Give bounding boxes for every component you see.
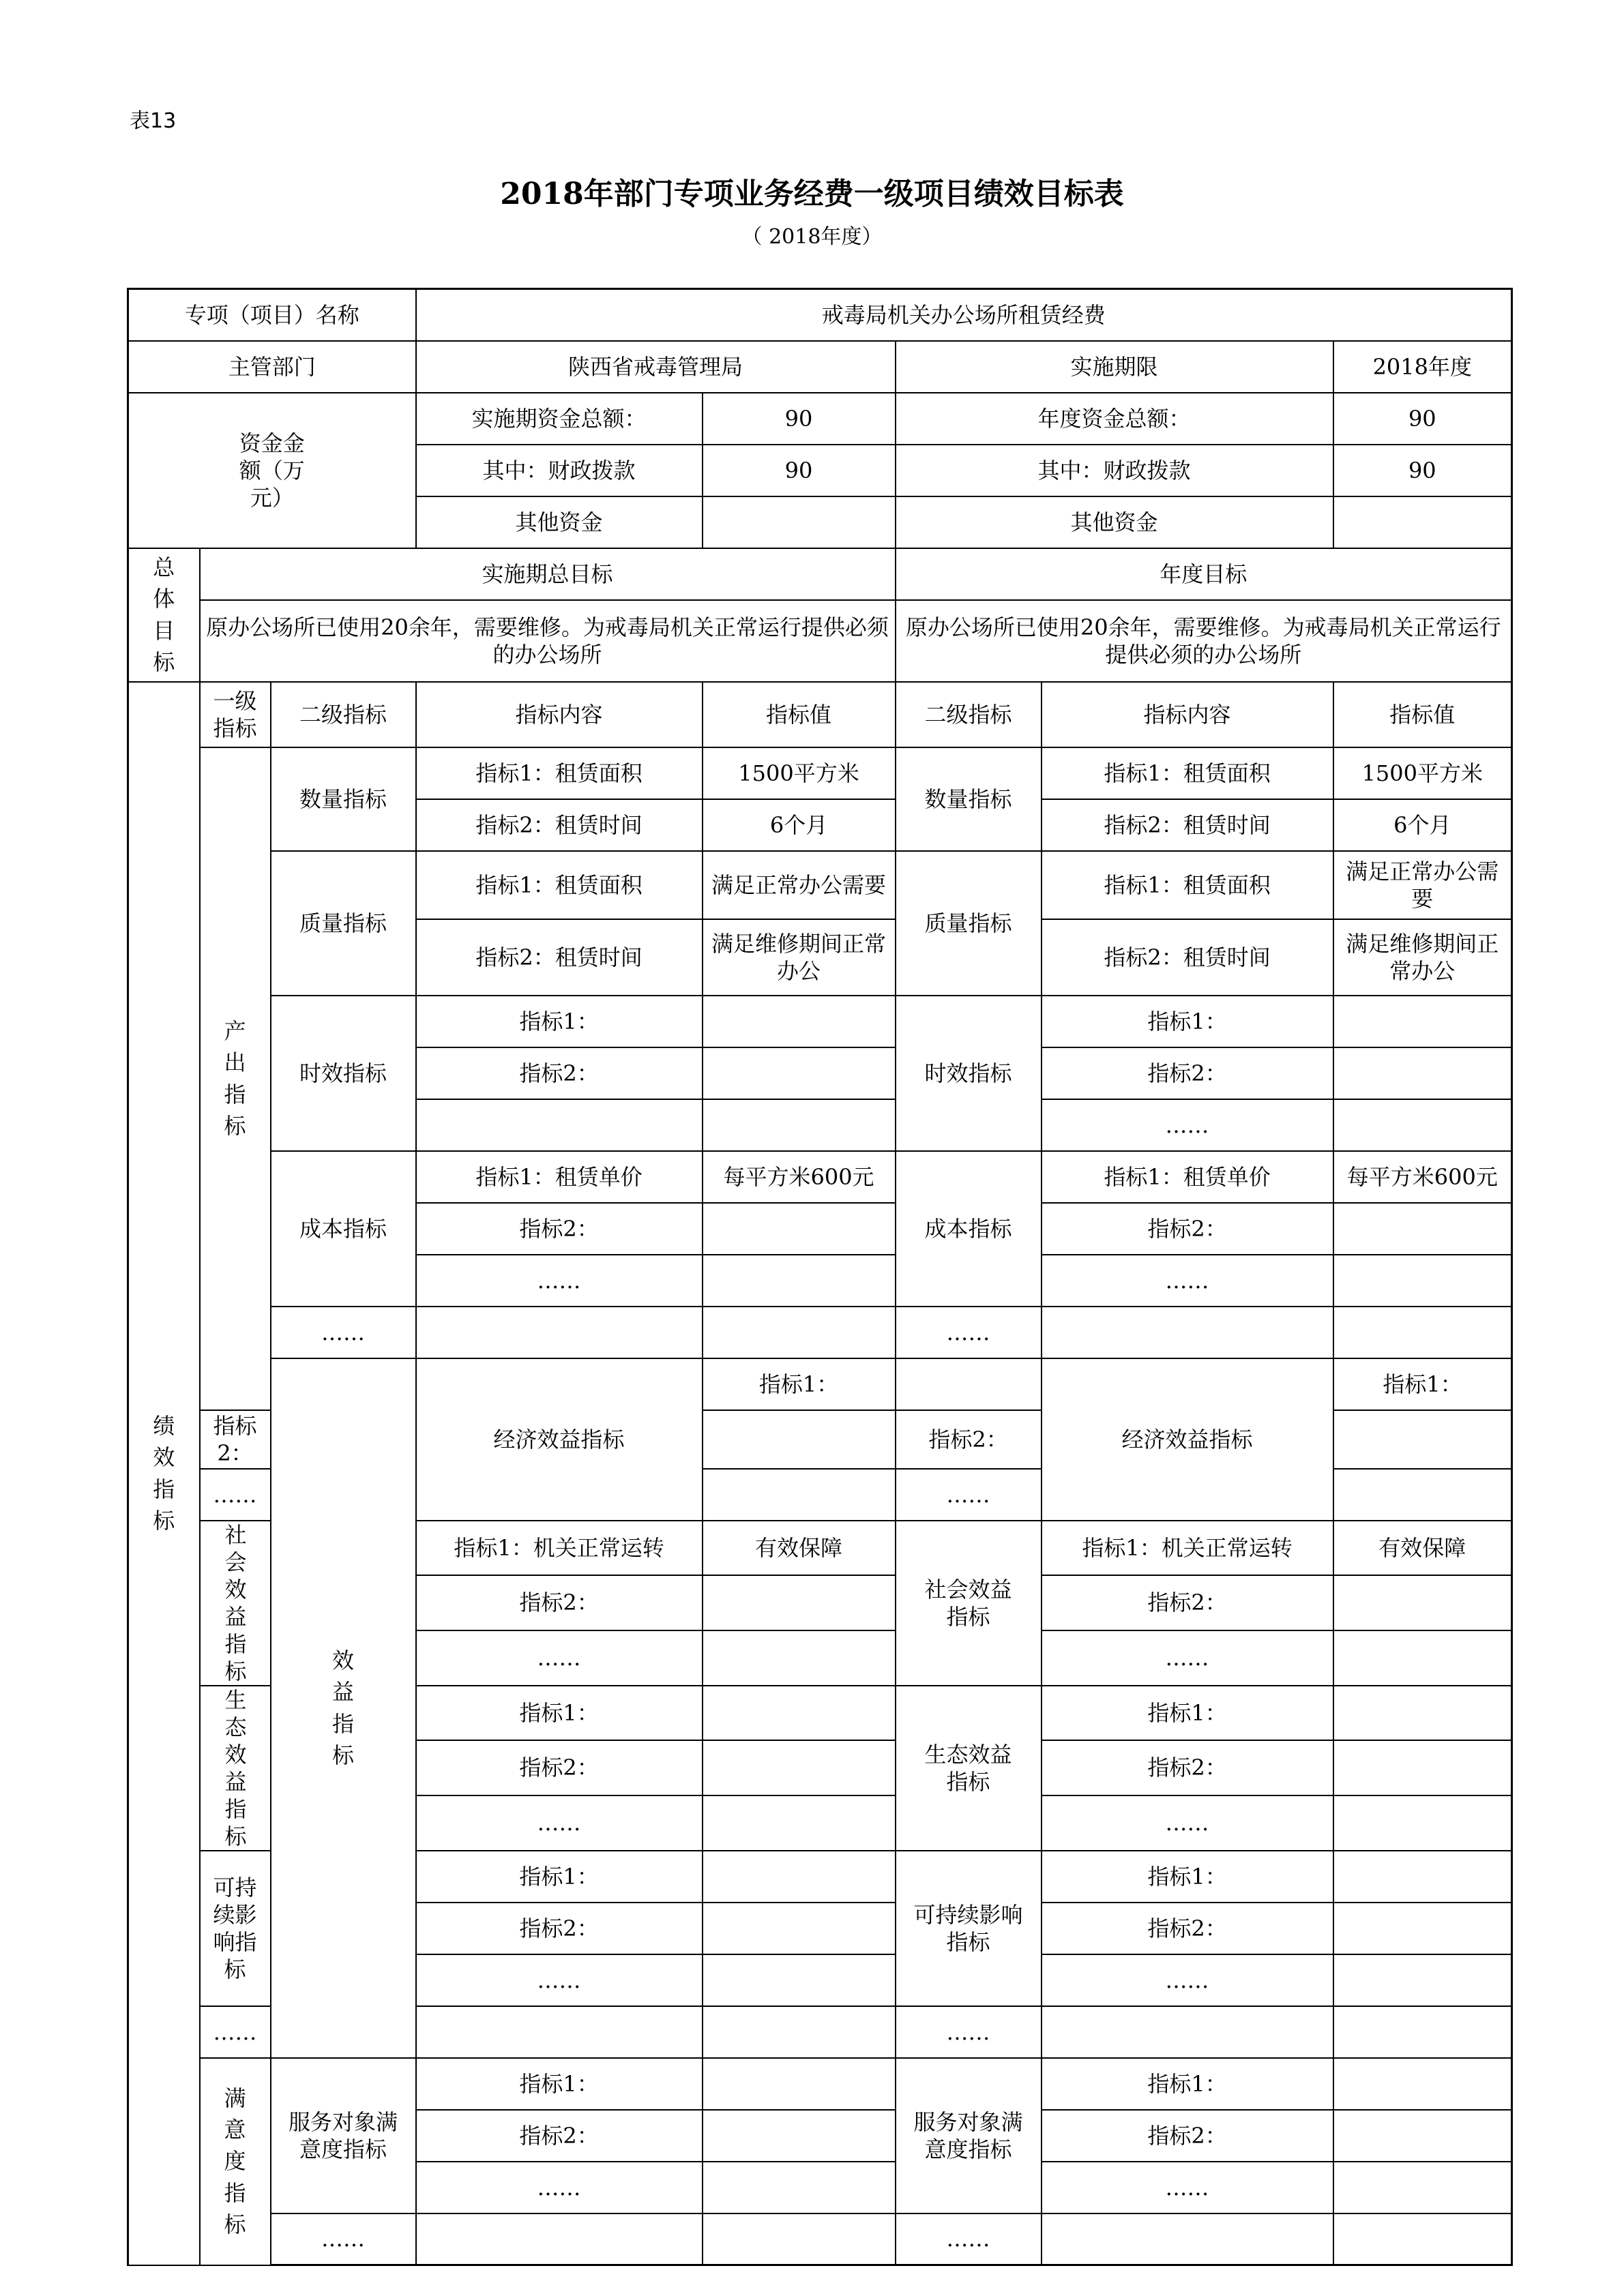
timeliness-indicator-label-annual: 时效指标 bbox=[896, 996, 1042, 1151]
timeliness-indicator-3-annual: …… bbox=[1042, 1099, 1333, 1151]
eco-indicator-label-annual: 生态效益指标 bbox=[896, 1686, 1042, 1851]
timeliness-value-3-annual bbox=[1333, 1099, 1512, 1151]
eco-value-3 bbox=[703, 1795, 896, 1851]
eco-indicator-label: 生态效益指标 bbox=[200, 1686, 271, 1851]
satisfaction-ellipsis-annual: …… bbox=[896, 2213, 1042, 2265]
quality-indicator-2-annual: 指标2：租赁时间 bbox=[1042, 919, 1333, 996]
header-value: 指标值 bbox=[703, 682, 896, 747]
output-ellipsis-content-annual bbox=[1042, 1307, 1333, 1358]
quality-indicator-label: 质量指标 bbox=[271, 851, 416, 996]
header-content: 指标内容 bbox=[416, 682, 703, 747]
quantity-value-2: 6个月 bbox=[703, 799, 896, 851]
sustain-value-1-annual bbox=[1333, 1851, 1512, 1903]
cost-indicator-3-annual: …… bbox=[1042, 1255, 1333, 1307]
service-indicator-3-annual: …… bbox=[1042, 2162, 1333, 2213]
eco-indicator-1-annual: 指标1： bbox=[1042, 1686, 1333, 1741]
quantity-indicator-label: 数量指标 bbox=[271, 747, 416, 851]
annual-total-fund-label: 年度资金总额： bbox=[896, 393, 1333, 445]
overall-goal-label: 总体目标 bbox=[128, 548, 200, 682]
header-value-annual: 指标值 bbox=[1333, 682, 1512, 747]
social-value-2 bbox=[703, 1575, 896, 1630]
service-indicator-label-annual: 服务对象满意度指标 bbox=[896, 2058, 1042, 2213]
cost-indicator-2: 指标2： bbox=[416, 1203, 703, 1255]
timeliness-indicator-3 bbox=[416, 1099, 703, 1151]
eco-indicator-3-annual: …… bbox=[1042, 1795, 1333, 1851]
quality-value-2: 满足维修期间正常办公 bbox=[703, 919, 896, 996]
satisfaction-ellipsis-value-annual bbox=[1333, 2213, 1512, 2265]
service-value-3 bbox=[703, 2162, 896, 2213]
dept-value: 陕西省戒毒管理局 bbox=[416, 341, 896, 393]
fiscal-fund-value: 90 bbox=[703, 445, 896, 496]
economic-indicator-2: 指标2： bbox=[200, 1410, 271, 1469]
social-indicator-3: …… bbox=[416, 1630, 703, 1686]
sustain-indicator-label: 可持续影响指标 bbox=[200, 1851, 271, 2006]
benefit-ellipsis-content-annual bbox=[1042, 2006, 1333, 2058]
service-value-1 bbox=[703, 2058, 896, 2110]
table-number: 表13 bbox=[130, 109, 177, 133]
cost-indicator-label-annual: 成本指标 bbox=[896, 1151, 1042, 1307]
timeliness-value-1-annual bbox=[1333, 996, 1512, 1047]
timeliness-value-2 bbox=[703, 1047, 896, 1099]
service-value-3-annual bbox=[1333, 2162, 1512, 2213]
social-indicator-2-annual: 指标2： bbox=[1042, 1575, 1333, 1630]
annual-total-fund-value: 90 bbox=[1333, 393, 1512, 445]
quality-indicator-2: 指标2：租赁时间 bbox=[416, 919, 703, 996]
service-indicator-1-annual: 指标1： bbox=[1042, 2058, 1333, 2110]
eco-indicator-2: 指标2： bbox=[416, 1740, 703, 1795]
economic-value-1 bbox=[896, 1358, 1042, 1410]
sustain-value-1 bbox=[703, 1851, 896, 1903]
header-content-annual: 指标内容 bbox=[1042, 682, 1333, 747]
timeliness-value-1 bbox=[703, 996, 896, 1047]
eco-value-1-annual bbox=[1333, 1686, 1512, 1741]
sustain-indicator-2-annual: 指标2： bbox=[1042, 1903, 1333, 1954]
cost-indicator-3: …… bbox=[416, 1255, 703, 1307]
economic-indicator-1-annual: 指标1： bbox=[1333, 1358, 1512, 1410]
annual-fiscal-fund-label: 其中：财政拨款 bbox=[896, 445, 1333, 496]
timeliness-indicator-1: 指标1： bbox=[416, 996, 703, 1047]
quantity-value-2-annual: 6个月 bbox=[1333, 799, 1512, 851]
period-goal-label: 实施期总目标 bbox=[200, 548, 896, 600]
project-name-label: 专项（项目）名称 bbox=[128, 289, 416, 341]
sustain-value-3-annual bbox=[1333, 1954, 1512, 2006]
timeliness-value-3 bbox=[703, 1099, 896, 1151]
quantity-indicator-2-annual: 指标2：租赁时间 bbox=[1042, 799, 1333, 851]
satisfaction-ellipsis-content bbox=[416, 2213, 703, 2265]
annual-other-fund-label: 其他资金 bbox=[896, 496, 1333, 548]
cost-value-3 bbox=[703, 1255, 896, 1307]
satisfaction-ellipsis: …… bbox=[271, 2213, 416, 2265]
page-title: 2018年部门专项业务经费一级项目绩效目标表 bbox=[500, 177, 1124, 211]
quality-value-2-annual: 满足维修期间正常办公 bbox=[1333, 919, 1512, 996]
quantity-indicator-label-annual: 数量指标 bbox=[896, 747, 1042, 851]
service-value-1-annual bbox=[1333, 2058, 1512, 2110]
cost-indicator-2-annual: 指标2： bbox=[1042, 1203, 1333, 1255]
economic-value-2 bbox=[703, 1410, 896, 1469]
header-level2-annual: 二级指标 bbox=[896, 682, 1042, 747]
social-value-3-annual bbox=[1333, 1630, 1512, 1686]
quality-value-1-annual: 满足正常办公需要 bbox=[1333, 851, 1512, 919]
annual-goal-label: 年度目标 bbox=[896, 548, 1512, 600]
quality-indicator-1-annual: 指标1：租赁面积 bbox=[1042, 851, 1333, 919]
fund-label: 资金金额（万元） bbox=[128, 393, 416, 548]
social-value-3 bbox=[703, 1630, 896, 1686]
social-indicator-2: 指标2： bbox=[416, 1575, 703, 1630]
benefit-ellipsis-content bbox=[416, 2006, 703, 2058]
benefit-indicator-label: 效益指标 bbox=[271, 1358, 416, 2058]
economic-indicator-3-annual: …… bbox=[896, 1469, 1042, 1521]
social-indicator-1-annual: 指标1：机关正常运转 bbox=[1042, 1521, 1333, 1576]
other-fund-value bbox=[703, 496, 896, 548]
eco-indicator-3: …… bbox=[416, 1795, 703, 1851]
quality-value-1: 满足正常办公需要 bbox=[703, 851, 896, 919]
timeliness-indicator-2: 指标2： bbox=[416, 1047, 703, 1099]
service-value-2-annual bbox=[1333, 2110, 1512, 2162]
timeliness-value-2-annual bbox=[1333, 1047, 1512, 1099]
timeliness-indicator-label: 时效指标 bbox=[271, 996, 416, 1151]
period-label: 实施期限 bbox=[896, 341, 1333, 393]
performance-table bbox=[127, 288, 1513, 2266]
quantity-value-1: 1500平方米 bbox=[703, 747, 896, 799]
quality-indicator-label-annual: 质量指标 bbox=[896, 851, 1042, 996]
sustain-indicator-2: 指标2： bbox=[416, 1903, 703, 1954]
period-value: 2018年度 bbox=[1333, 341, 1512, 393]
cost-value-1-annual: 每平方米600元 bbox=[1333, 1151, 1512, 1203]
period-goal-text: 原办公场所已使用20余年，需要维修。为戒毒局机关正常运行提供必须的办公场所 bbox=[200, 600, 896, 682]
output-ellipsis-value-annual bbox=[1333, 1307, 1512, 1358]
social-value-1-annual: 有效保障 bbox=[1333, 1521, 1512, 1576]
dept-label: 主管部门 bbox=[128, 341, 416, 393]
cost-value-1: 每平方米600元 bbox=[703, 1151, 896, 1203]
economic-indicator-label: 经济效益指标 bbox=[416, 1358, 703, 1521]
social-indicator-1: 指标1：机关正常运转 bbox=[416, 1521, 703, 1576]
annual-other-fund-value bbox=[1333, 496, 1512, 548]
eco-indicator-1: 指标1： bbox=[416, 1686, 703, 1741]
service-indicator-1: 指标1： bbox=[416, 2058, 703, 2110]
sustain-value-2 bbox=[703, 1903, 896, 1954]
benefit-ellipsis-value-annual bbox=[1333, 2006, 1512, 2058]
timeliness-indicator-2-annual: 指标2： bbox=[1042, 1047, 1333, 1099]
eco-indicator-2-annual: 指标2： bbox=[1042, 1740, 1333, 1795]
output-ellipsis-content bbox=[416, 1307, 703, 1358]
economic-indicator-1: 指标1： bbox=[703, 1358, 896, 1410]
output-ellipsis-value bbox=[703, 1307, 896, 1358]
header-level2: 二级指标 bbox=[271, 682, 416, 747]
eco-value-3-annual bbox=[1333, 1795, 1512, 1851]
service-indicator-2: 指标2： bbox=[416, 2110, 703, 2162]
cost-value-2 bbox=[703, 1203, 896, 1255]
social-value-1: 有效保障 bbox=[703, 1521, 896, 1576]
output-indicator-label: 产出指标 bbox=[200, 747, 271, 1410]
benefit-ellipsis-annual: …… bbox=[896, 2006, 1042, 2058]
economic-value-2-annual bbox=[1333, 1410, 1512, 1469]
sustain-value-3 bbox=[703, 1954, 896, 2006]
cost-value-3-annual bbox=[1333, 1255, 1512, 1307]
satisfaction-indicator-label: 满意度指标 bbox=[200, 2058, 271, 2265]
quantity-value-1-annual: 1500平方米 bbox=[1333, 747, 1512, 799]
sustain-indicator-label-annual: 可持续影响指标 bbox=[896, 1851, 1042, 2006]
benefit-ellipsis: …… bbox=[200, 2006, 271, 2058]
service-indicator-label: 服务对象满意度指标 bbox=[271, 2058, 416, 2213]
output-ellipsis: …… bbox=[271, 1307, 416, 1358]
cost-indicator-1-annual: 指标1：租赁单价 bbox=[1042, 1151, 1333, 1203]
satisfaction-ellipsis-content-annual bbox=[1042, 2213, 1333, 2265]
economic-value-3-annual bbox=[1333, 1469, 1512, 1521]
sustain-value-2-annual bbox=[1333, 1903, 1512, 1954]
eco-value-2-annual bbox=[1333, 1740, 1512, 1795]
quantity-indicator-1-annual: 指标1：租赁面积 bbox=[1042, 747, 1333, 799]
cost-value-2-annual bbox=[1333, 1203, 1512, 1255]
quantity-indicator-1: 指标1：租赁面积 bbox=[416, 747, 703, 799]
total-fund-value: 90 bbox=[703, 393, 896, 445]
satisfaction-ellipsis-value bbox=[703, 2213, 896, 2265]
annual-goal-text: 原办公场所已使用20余年，需要维修。为戒毒局机关正常运行提供必须的办公场所 bbox=[896, 600, 1512, 682]
service-indicator-3: …… bbox=[416, 2162, 703, 2213]
eco-value-1 bbox=[703, 1686, 896, 1741]
quantity-indicator-2: 指标2：租赁时间 bbox=[416, 799, 703, 851]
social-indicator-3-annual: …… bbox=[1042, 1630, 1333, 1686]
sustain-indicator-3: …… bbox=[416, 1954, 703, 2006]
eco-value-2 bbox=[703, 1740, 896, 1795]
quality-indicator-1: 指标1：租赁面积 bbox=[416, 851, 703, 919]
social-indicator-label: 社会效益指标 bbox=[200, 1521, 271, 1686]
service-value-2 bbox=[703, 2110, 896, 2162]
header-level1: 一级指标 bbox=[200, 682, 271, 747]
fiscal-fund-label: 其中：财政拨款 bbox=[416, 445, 703, 496]
sustain-indicator-1-annual: 指标1： bbox=[1042, 1851, 1333, 1903]
economic-indicator-3: …… bbox=[200, 1469, 271, 1521]
timeliness-indicator-1-annual: 指标1： bbox=[1042, 996, 1333, 1047]
cost-indicator-label: 成本指标 bbox=[271, 1151, 416, 1307]
page-subtitle: （ 2018年度） bbox=[741, 225, 883, 249]
service-indicator-2-annual: 指标2： bbox=[1042, 2110, 1333, 2162]
total-fund-label: 实施期资金总额： bbox=[416, 393, 703, 445]
sustain-indicator-1: 指标1： bbox=[416, 1851, 703, 1903]
other-fund-label: 其他资金 bbox=[416, 496, 703, 548]
sustain-indicator-3-annual: …… bbox=[1042, 1954, 1333, 2006]
project-name-value: 戒毒局机关办公场所租赁经费 bbox=[416, 289, 1512, 341]
perf-label: 绩效指标 bbox=[128, 682, 200, 2265]
economic-indicator-2-annual: 指标2： bbox=[896, 1410, 1042, 1469]
economic-value-3 bbox=[703, 1469, 896, 1521]
social-indicator-label-annual: 社会效益指标 bbox=[896, 1521, 1042, 1686]
social-value-2-annual bbox=[1333, 1575, 1512, 1630]
cost-indicator-1: 指标1：租赁单价 bbox=[416, 1151, 703, 1203]
economic-indicator-label-annual: 经济效益指标 bbox=[1042, 1358, 1333, 1521]
annual-fiscal-fund-value: 90 bbox=[1333, 445, 1512, 496]
benefit-ellipsis-value bbox=[703, 2006, 896, 2058]
output-ellipsis-annual: …… bbox=[896, 1307, 1042, 1358]
